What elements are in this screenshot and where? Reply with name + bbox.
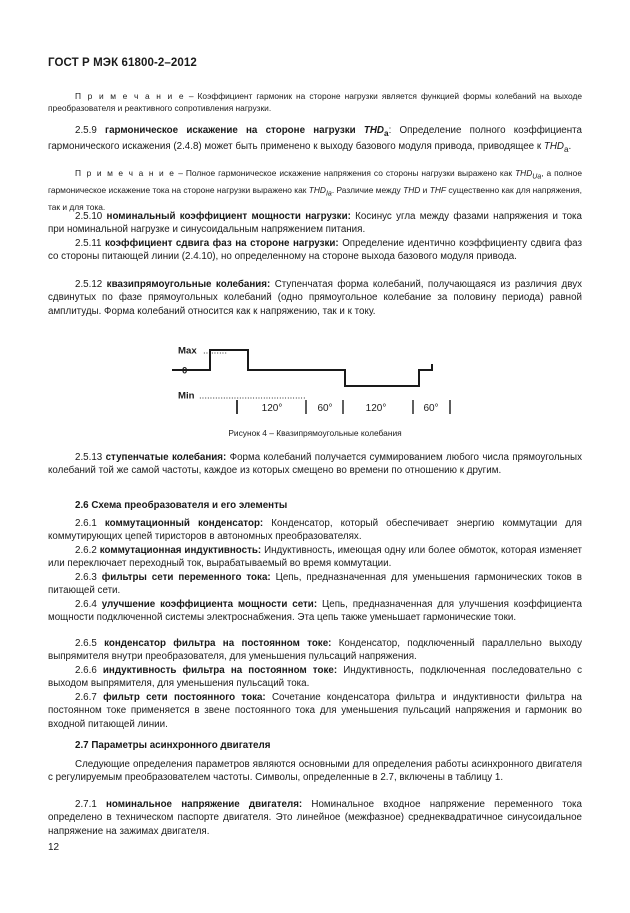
clause-number: 2.5.12 [75, 279, 107, 290]
clause-2-5-9 [48, 124, 582, 157]
clause-term: коммутационная индуктивность: [99, 545, 262, 556]
interval-label: 120° [261, 403, 283, 414]
clause-2-6-2 [48, 544, 582, 571]
clause-term: квазипрямоугольные колебания: [106, 279, 271, 290]
clause-2-5-13 [48, 451, 582, 478]
note-2 [48, 167, 582, 213]
note-text: и [420, 184, 430, 195]
quasi-square-wave-figure [170, 345, 470, 425]
clause-term [105, 125, 389, 136]
min-label: Min [178, 390, 195, 402]
clause-text: : Определение полного коэффициента гармонического искажения (2.4.8) может быть применено к выходу базового модуля привода, приводящее к [48, 125, 582, 153]
interval-label: 60° [317, 403, 333, 414]
paragraph-2-7-intro: Следующие определения параметров являются основными для определения работы асинхронного двигателя с регулируемым преобразователем частоты. Символы, определенные в 2.7, включены в таблицу 1. [48, 759, 582, 784]
clause-number: 2.5.10 [75, 211, 107, 222]
clause-2-5-11 [48, 237, 582, 264]
clause-text: Косинус угла между фазами напряжения и тока при номинальной нагрузке и синусоидальным напряжением питания. [48, 211, 582, 236]
heading-text: 2.7 Параметры асинхронного двигателя [75, 740, 271, 751]
clause-number: 2.6.3 [75, 572, 102, 583]
clause-text: Индуктивность, подключенная последовательно с выходом выпрямителя, для уменьшения пульсаций тока. [48, 665, 583, 690]
clause-text: Конденсатор, который обеспечивает энергию коммутации для коммутирующих цепей тиристоров в автономных преобразователях. [48, 518, 582, 543]
note-text: – Коэффициент гармоник на стороне нагрузки является функцией формы колебаний на выходе преобразователя и реактивного сопротивления нагрузки. [48, 91, 582, 114]
clause-2-6-1 [48, 517, 582, 544]
clause-2-6-4 [48, 598, 582, 625]
document-header: ГОСТ Р МЭК 61800-2–2012 [48, 57, 197, 69]
note-text: – Полное гармоническое искажение напряжения со стороны нагрузки выражено как [175, 168, 516, 178]
note-lead: П р и м е ч а н и е [75, 168, 176, 178]
clause-term: номинальное напряжение двигателя: [106, 799, 303, 810]
figure-caption: Рисунок 4 – Квазипрямоугольные колебания [228, 428, 402, 438]
clause-number: 2.5.11 [75, 238, 106, 249]
heading-text: 2.6 Схема преобразователя и его элементы [75, 500, 288, 511]
clause-text: Цепь, предназначенная для уменьшения гармонических токов в питающей сети. [48, 572, 582, 597]
clause-term: фильтр сети постоянного тока: [103, 692, 266, 703]
note-text: , а полное гармоническое искажение тока на стороне нагрузки выражено как [48, 168, 582, 195]
clause-number: 2.6.4 [75, 599, 102, 610]
clause-2-7-1 [48, 798, 582, 838]
zero-label: 0 [182, 365, 188, 377]
clause-number: 2.5.9 [75, 125, 106, 136]
clause-2-6-7 [48, 691, 582, 731]
symbol-thd: THD [543, 141, 564, 153]
min-leader: ........................................ [199, 390, 306, 402]
clause-number: 2.6.7 [75, 692, 104, 703]
symbol-thd: THD [308, 184, 326, 195]
clause-number: 2.6.6 [75, 665, 103, 676]
clause-2-6-5 [48, 637, 582, 664]
symbol-thf: THF [429, 184, 446, 195]
clause-text: Сочетание конденсатора фильтра и индуктивности фильтра на постоянном токе применяется в звене постоянного тока для уменьшения пульсаций напряжения и гармоник во входной питающей линии. [48, 692, 583, 730]
clause-text: Конденсатор, подключенный параллельно выходу выпрямителя внутри преобразователя, для уменьшения пульсаций напряжения. [48, 638, 583, 663]
note-1 [48, 90, 582, 114]
symbol-thd: THD [403, 184, 421, 195]
symbol-thd: THD [363, 125, 385, 136]
section-heading-2-7 [48, 739, 582, 752]
clause-text: Цепь, предназначенная для улучшения коэффициента мощности подключенной системы электроснабжения. Эта цепь также уменьшает гармонические токи. [48, 599, 582, 624]
clause-2-5-12 [48, 278, 582, 318]
clause-2-6-6 [48, 664, 582, 691]
clause-term: коммутационный конденсатор: [104, 518, 264, 529]
symbol-subscript: a [384, 128, 389, 138]
clause-text: Форма колебаний получается суммированием любого числа прямоугольных колебаний той же самой частоты, каждое из которых смещено во времени по отношению к другим. [48, 452, 583, 477]
clause-text: Индуктивность, имеющая одну или более обмоток, которая изменяет или переключает переходный ток, вырабатываемый во время коммутации. [48, 545, 582, 570]
clause-number: 2.6.5 [75, 638, 105, 649]
note-text: существенно как для напряжения, так и для тока. [48, 184, 582, 212]
symbol-subscript: Ia [325, 190, 332, 198]
clause-term: ступенчатые колебания: [105, 452, 227, 463]
clause-number: 2.6.1 [75, 518, 105, 529]
symbol-subscript: a [564, 145, 569, 155]
clause-text: Ступенчатая форма колебаний, получающаяся из различия двух сдвинутых по фазе прямоугольных колебаний (одно прямоугольное колебание за половину периода) равной амплитуды. Форма колебаний относится как к напряжению, так и к току. [48, 279, 582, 317]
clause-term: фильтры сети переменного тока: [101, 572, 271, 583]
clause-term: номинальный коэффициент мощности нагрузки: [106, 211, 351, 222]
clause-end: . [568, 141, 572, 153]
section-heading-2-6 [48, 499, 582, 512]
clause-term: конденсатор фильтра на постоянном токе: [104, 638, 332, 649]
interval-label: 120° [365, 403, 387, 414]
clause-term: улучшение коэффициента мощности сети: [101, 599, 318, 610]
note-lead: П р и м е ч а н и е [75, 91, 185, 101]
clause-number: 2.6.2 [75, 545, 100, 556]
symbol-thd: THD [515, 168, 533, 178]
interval-label: 60° [423, 403, 439, 414]
clause-2-5-10 [48, 210, 582, 237]
clause-text: Определение идентично коэффициенту сдвига фаз со стороны питающей линии (2.4.10), но определенному на стороне выхода базового модуля привода. [48, 238, 582, 263]
clause-2-6-3 [48, 571, 582, 598]
page-number: 12 [48, 842, 60, 853]
clause-number: 2.5.13 [75, 452, 106, 463]
clause-text: Номинальное входное напряжение переменного тока определено в техническом паспорте двигателя. Это линейное (межфазное) среднеквадратичное синусоидальное напряжение на зажимах двигателя. [48, 799, 582, 837]
clause-term: индуктивность фильтра на постоянном токе: [102, 665, 338, 676]
max-leader: ......... [203, 345, 227, 357]
term-text: гармоническое искажение на стороне нагрузки [105, 125, 364, 136]
clause-term: коэффициент сдвига фаз на стороне нагрузки: [105, 238, 339, 249]
waveform-line [172, 350, 432, 386]
max-label: Max [178, 345, 197, 357]
clause-number: 2.7.1 [75, 799, 106, 810]
note-text: . Различие между [331, 184, 404, 195]
symbol-subscript: Ua [532, 173, 542, 181]
